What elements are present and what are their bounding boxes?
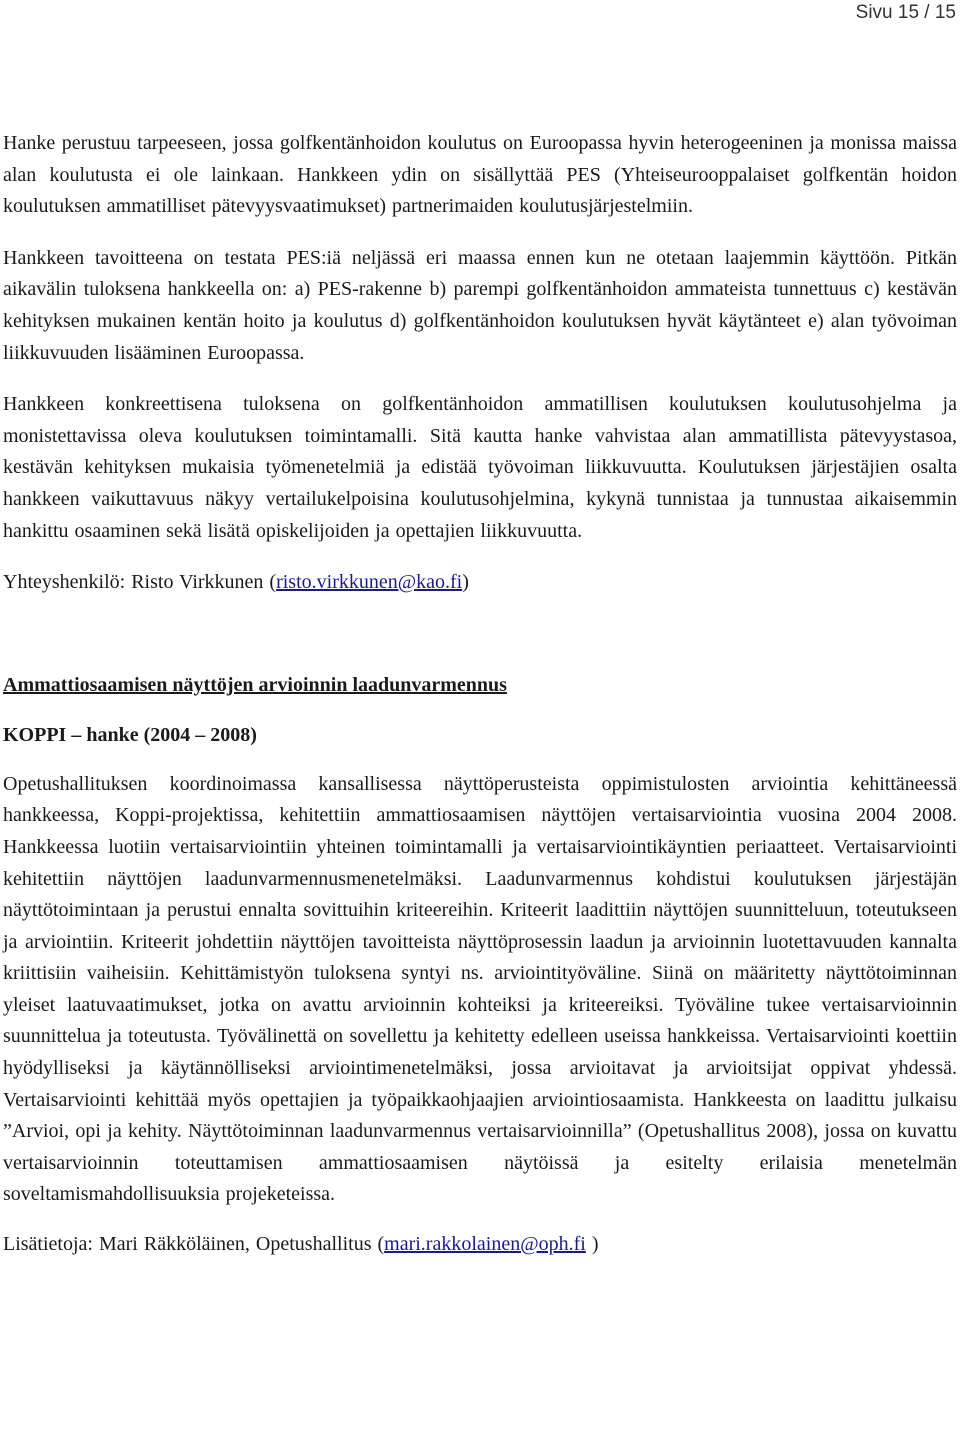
contact-prefix: Yhteyshenkilö: Risto Virkkunen ( — [3, 571, 277, 594]
more-info-line — [3, 1229, 957, 1261]
document-body — [3, 128, 957, 1261]
section-heading: Ammattiosaamisen näyttöjen arvioinnin laadunvarmennus — [3, 673, 507, 696]
email-link-rakkolainen[interactable]: mari.rakkolainen@oph.fi — [384, 1233, 586, 1256]
more-info-suffix: ) — [585, 1233, 599, 1256]
paragraph-koppi: Opetushallituksen koordinoimassa kansallisessa näyttöperusteista oppimistulosten arviointia kehittäneessä hankkeessa, Koppi-projektissa, kehitettiin ammattiosaamisen näyttöjen vertaisarviointia vuosina 2004 2008. Hankkeessa luotiin vertaisarviointiin yhteinen toimintamalli ja vertaisarviointikäyntien periaatteet. Vertaisarviointi kehitettiin näyttöjen laadunvarmennusmenetelmäksi. Laadunvarmennus kohdistui koulutuksen järjestäjän näyttötoimintaan ja perustui ennalta sovittuihin kriteereihin. Kriteerit laadittiin näyttöjen suunnitteluun, toteutukseen ja arviointiin. Kriteerit johdettiin näyttöjen tavoitteista näyttöprosessin laadun ja arvioinnin luotettavuuden kannalta kriittisiin vaiheisiin. Kehittämistyön tuloksena syntyi ns. arviointityöväline. Siinä on määritetty näyttötoiminnan yleiset laatuvaatimukset, jotka on avattu arvioinnin kohteiksi ja kriteereiksi. Työväline tukee vertaisarvioinnin suunnittelua ja toteutusta. Työvälinettä on sovellettu ja kehitetty edelleen useissa hankkeissa. Vertaisarviointi koettiin hyödylliseksi ja käytännölliseksi arviointimenetelmäksi, jossa arvioitavat ja arvioitsijat oppivat yhdessä. Vertaisarviointi kehittää myös opettajien ja työpaikkaohjaajien arviointiosaamista. Hankkeesta on laadittu julkaisu ”Arvioi, opi ja kehity. Näyttötoiminnan laadunvarmennus vertaisarvioinnilla” (Opetushallitus 2008), jossa on kuvattu vertaisarvioinnin toteuttamisen ammattiosaamisen näytöissä ja esitelty erilaisia menetelmän soveltamismahdollisuuksia projeketeissa. — [3, 772, 957, 1206]
project-heading: KOPPI – hanke (2004 – 2008) — [3, 723, 257, 746]
more-info-prefix: Lisätietoja: Mari Räkköläinen, Opetushallitus ( — [3, 1233, 385, 1256]
email-link-virkkunen[interactable]: risto.virkkunen@kao.fi — [276, 571, 463, 594]
paragraph-hanke-perustuu: Hanke perustuu tarpeeseen, jossa golfkentänhoidon koulutus on Euroopassa hyvin heterogeeninen ja monissa maissa alan koulutusta ei ole lainkaan. Hankkeen ydin on sisällyttää PES (Yhteiseurooppalaiset golfkentän hoidon koulutuksen ammatilliset pätevyysvaatimukset) partnerimaiden koulutusjärjestelmiin. — [3, 132, 957, 218]
page-number: Sivu 15 / 15 — [855, 2, 956, 23]
contact-person-line — [3, 567, 957, 599]
paragraph-tavoitteena: Hankkeen tavoitteena on testata PES:iä neljässä eri maassa ennen kun ne otetaan laajemmin käyttöön. Pitkän aikavälin tuloksena hankkeella on: a) PES-rakenne b) parempi golfkentänhoidon ammateista tunnettuus c) kestävän kehityksen mukainen kentän hoito ja koulutus d) golfkentänhoidon koulutuksen hyvät käytänteet e) alan työvoiman liikkuvuuden lisääminen Euroopassa. — [3, 246, 957, 364]
contact-suffix: ) — [462, 571, 469, 594]
paragraph-konkreettisena: Hankkeen konkreettisena tuloksena on golfkentänhoidon ammatillisen koulutuksen koulutusohjelma ja monistettavissa oleva koulutuksen toimintamalli. Sitä kautta hanke vahvistaa alan ammatillista pätevyystasoa, kestävän kehityksen mukaisia työmenetelmiä ja edistää työvoiman liikkuvuutta. Koulutuksen järjestäjien osalta hankkeen vaikuttavuus näkyy vertailukelpoisina koulutusohjelmina, kykynä tunnistaa ja tunnustaa aikaisemmin hankittu osaaminen sekä lisätä opiskelijoiden ja opettajien liikkuvuutta. — [3, 393, 957, 542]
